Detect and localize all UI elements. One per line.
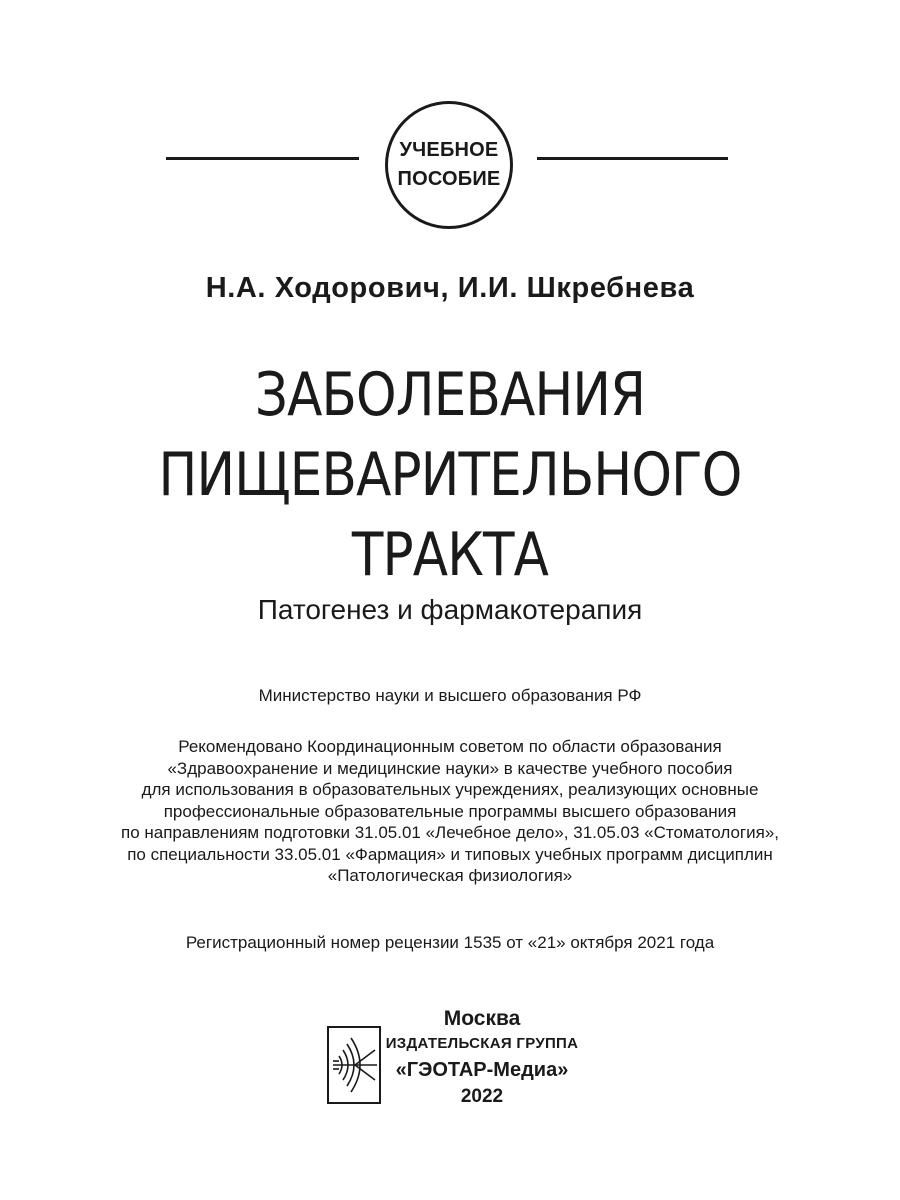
recommendation-line: «Патологическая физиология» [327,866,573,885]
recommendation-line: Рекомендовано Координационным советом по области образования [178,737,722,756]
subtitle: Патогенез и фармакотерапия [257,594,643,625]
title-line-1: ЗАБОЛЕВАНИЯ [254,360,646,430]
recommendation-line: «Здравоохранение и медицинские науки» в качестве учебного пособия [167,758,733,778]
authors: Н.А. Ходорович, И.И. Шкребнева [205,272,695,304]
badge-line-2: ПОСОБИЕ [397,168,501,190]
recommendation-line: по специальности 33.05.01 «Фармация» и типовых учебных программ дисциплин [127,844,773,864]
badge-rule-left [166,157,359,160]
publisher-name: «ГЭОТАР-Медиа» [395,1059,569,1081]
publisher-city: Москва [443,1007,521,1030]
title-line-3: ТРАКТА [351,520,549,590]
recommendation-line: по направлениям подготовки 31.05.01 «Лечебное дело», 31.05.03 «Стоматология», [120,823,780,842]
publisher-group: ИЗДАТЕЛЬСКАЯ ГРУППА [385,1035,579,1052]
ministry-line: Министерство науки и высшего образования РФ [258,686,642,705]
badge-rule-right [537,157,728,160]
textbook-badge [385,101,513,229]
recommendation-line: профессиональные образовательные программы высшего образования [163,801,737,821]
book-title [63,355,837,595]
recommendation-line: для использования в образовательных учреждениях, реализующих основные [141,780,759,799]
badge-line-1: УЧЕБНОЕ [399,139,499,161]
title-line-2: ПИЩЕВАРИТЕЛЬНОГО [158,440,742,510]
publication-year: 2022 [460,1086,504,1107]
recommendation-block [0,736,900,887]
registration-line: Регистрационный номер рецензии 1535 от «21» октября 2021 года [185,933,715,952]
publisher-block [372,1006,592,1110]
